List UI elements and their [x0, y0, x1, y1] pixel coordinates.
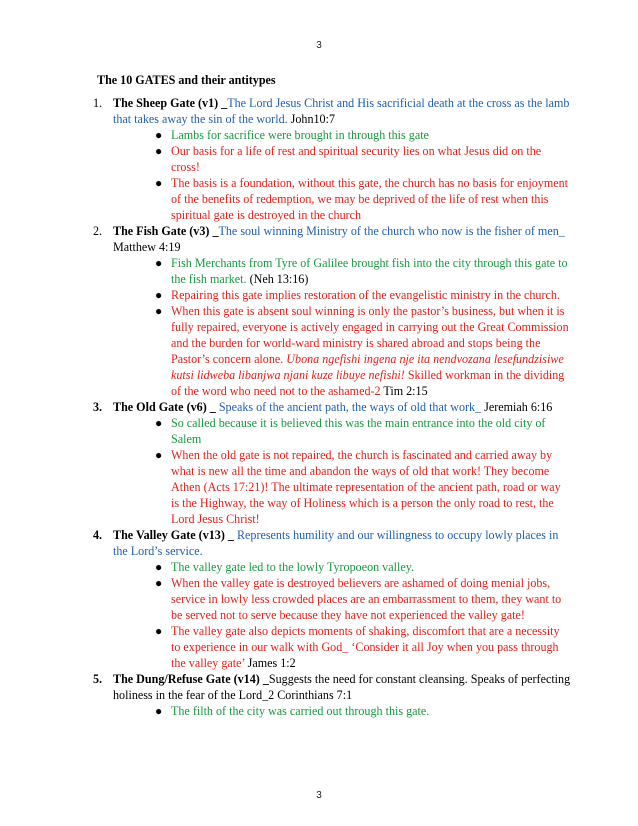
bullet-item — [113, 447, 571, 527]
gate-antitype: Suggests the need for constant cleansing. Speaks of perfecting holiness in the fear of the Lord_2 Corinthians 7:1 — [113, 672, 571, 702]
bullet-scripture-ref: James 1:2 — [244, 656, 296, 670]
bullet-item — [113, 127, 571, 143]
bullet-item — [113, 623, 571, 671]
gate-number: 1. — [93, 96, 103, 110]
bullet-text: So called because it is believed this was the main entrance into the old city of Salem — [171, 416, 546, 446]
gate-bullet-list — [113, 559, 571, 671]
bullet-text: When the old gate is not repaired, the church is fascinated and carried away by what is new all the time and abandon the ways of old that work! They become Athen (Acts 17:21)! The ultimate representation of the ancient path, road or way is the Highway, the way of Holiness which is a person the only road to rest, the Lord Jesus Christ! — [171, 448, 561, 526]
gate-item-fish — [93, 223, 571, 399]
gate-name: The Dung/Refuse Gate (v14) — [113, 672, 260, 686]
bullet-item — [113, 303, 571, 399]
document-title: The 10 GATES and their antitypes — [97, 73, 276, 87]
bullet-icon: ● — [155, 304, 163, 318]
gate-antitype: Speaks of the ancient path, the ways of old that work_ — [215, 400, 482, 414]
bullet-icon: ● — [155, 288, 163, 302]
bullet-icon: ● — [155, 256, 163, 270]
bullet-icon: ● — [155, 176, 163, 190]
bullet-siswati-text: Ubona ngefishi ingena nje ita nendvozana lesefundzisiwe kutsi lidweba libanjwa njani kuze libuye nefishi! — [171, 352, 564, 382]
page-number-bottom: 3 — [316, 790, 322, 801]
gate-antitype: The soul winning Ministry of the church who now is the fisher of men_ — [218, 224, 565, 238]
gate-separator: _ — [218, 96, 228, 110]
bullet-icon: ● — [155, 144, 163, 158]
bullet-icon: ● — [155, 560, 163, 574]
bullet-text: The filth of the city was carried out through this gate. — [171, 704, 430, 718]
bullet-text: When the valley gate is destroyed believers are ashamed of doing menial jobs, service in lowly less crowded places are an embarrassment to them, they want to be served not to serve because they have not experienced the valley gate! — [171, 576, 562, 622]
bullet-icon: ● — [155, 704, 163, 718]
gate-separator: _ — [259, 672, 269, 686]
gate-separator: _ — [209, 224, 219, 238]
document-body — [93, 72, 571, 719]
gate-name: The Fish Gate (v3) — [113, 224, 210, 238]
gate-scripture-ref: Jeremiah 6:16 — [481, 400, 553, 414]
bullet-item — [113, 575, 571, 623]
gate-bullet-list — [113, 703, 571, 719]
gate-number: 2. — [93, 224, 103, 238]
gate-bullet-list — [113, 415, 571, 527]
gate-name: The Sheep Gate (v1) — [113, 96, 219, 110]
bullet-scripture-ref: (Neh 13:16) — [246, 272, 309, 286]
gate-number: 4. — [93, 528, 103, 542]
bullet-item — [113, 415, 571, 447]
gate-item-dung — [93, 671, 571, 719]
gate-bullet-list — [113, 255, 571, 399]
bullet-item — [113, 255, 571, 287]
gate-bullet-list — [113, 127, 571, 223]
gate-item-sheep — [93, 95, 571, 223]
bullet-icon: ● — [155, 416, 163, 430]
bullet-text-continued: Skilled workman in the dividing of the word who need not to the ashamed-2 — [171, 368, 565, 398]
gate-scripture-ref: Matthew 4:19 — [113, 240, 181, 254]
gate-scripture-ref: John10:7 — [287, 112, 336, 126]
bullet-item — [113, 143, 571, 175]
gate-separator: _ — [224, 528, 234, 542]
bullet-text: Our basis for a life of rest and spiritual security lies on what Jesus did on the cross! — [171, 144, 542, 174]
gate-name: The Old Gate (v6) — [113, 400, 207, 414]
bullet-item — [113, 175, 571, 223]
bullet-item — [113, 287, 571, 303]
bullet-icon: ● — [155, 624, 163, 638]
bullet-text: Lambs for sacrifice were brought in through this gate — [171, 128, 429, 142]
bullet-icon: ● — [155, 128, 163, 142]
bullet-scripture-ref: Tim 2:15 — [380, 384, 428, 398]
bullet-item — [113, 559, 571, 575]
gate-number: 3. — [93, 400, 103, 414]
bullet-text: The valley gate also depicts moments of shaking, discomfort that are a necessity to experience in our walk with God_ ‘Consider it all Joy when you pass through the valley gate’ — [171, 624, 560, 670]
bullet-item — [113, 703, 571, 719]
bullet-icon: ● — [155, 576, 163, 590]
bullet-text: Fish Merchants from Tyre of Galilee brought fish into the city through this gate to the fish market. — [171, 256, 568, 286]
bullet-text: Repairing this gate implies restoration of the evangelistic ministry in the church. — [171, 288, 560, 302]
gate-antitype: Represents humility and our willingness to occupy lowly places in the Lord’s service. — [113, 528, 559, 558]
gate-item-old — [93, 399, 571, 527]
bullet-icon: ● — [155, 448, 163, 462]
bullet-text: When this gate is absent soul winning is only the pastor’s business, but when it is fully repaired, everyone is actively engaged in carrying out the Great Commission and the burden for world-ward ministry is shared abroad and stops being the Pastor’s concern alone. — [171, 304, 569, 366]
gate-antitype: The Lord Jesus Christ and His sacrificial death at the cross as the lamb that takes away the sin of the world. — [113, 96, 570, 126]
bullet-text: The valley gate led to the lowly Tyropoeon valley. — [171, 560, 414, 574]
gate-item-valley — [93, 527, 571, 671]
gate-separator: _ — [206, 400, 216, 414]
gate-number: 5. — [93, 672, 103, 686]
gate-name: The Valley Gate (v13) — [113, 528, 225, 542]
page-number-top: 3 — [316, 40, 322, 51]
bullet-text: The basis is a foundation, without this gate, the church has no basis for enjoyment of the benefits of redemption, we may be deprived of the life of rest when this spiritual gate is destroyed in the church — [171, 176, 568, 222]
